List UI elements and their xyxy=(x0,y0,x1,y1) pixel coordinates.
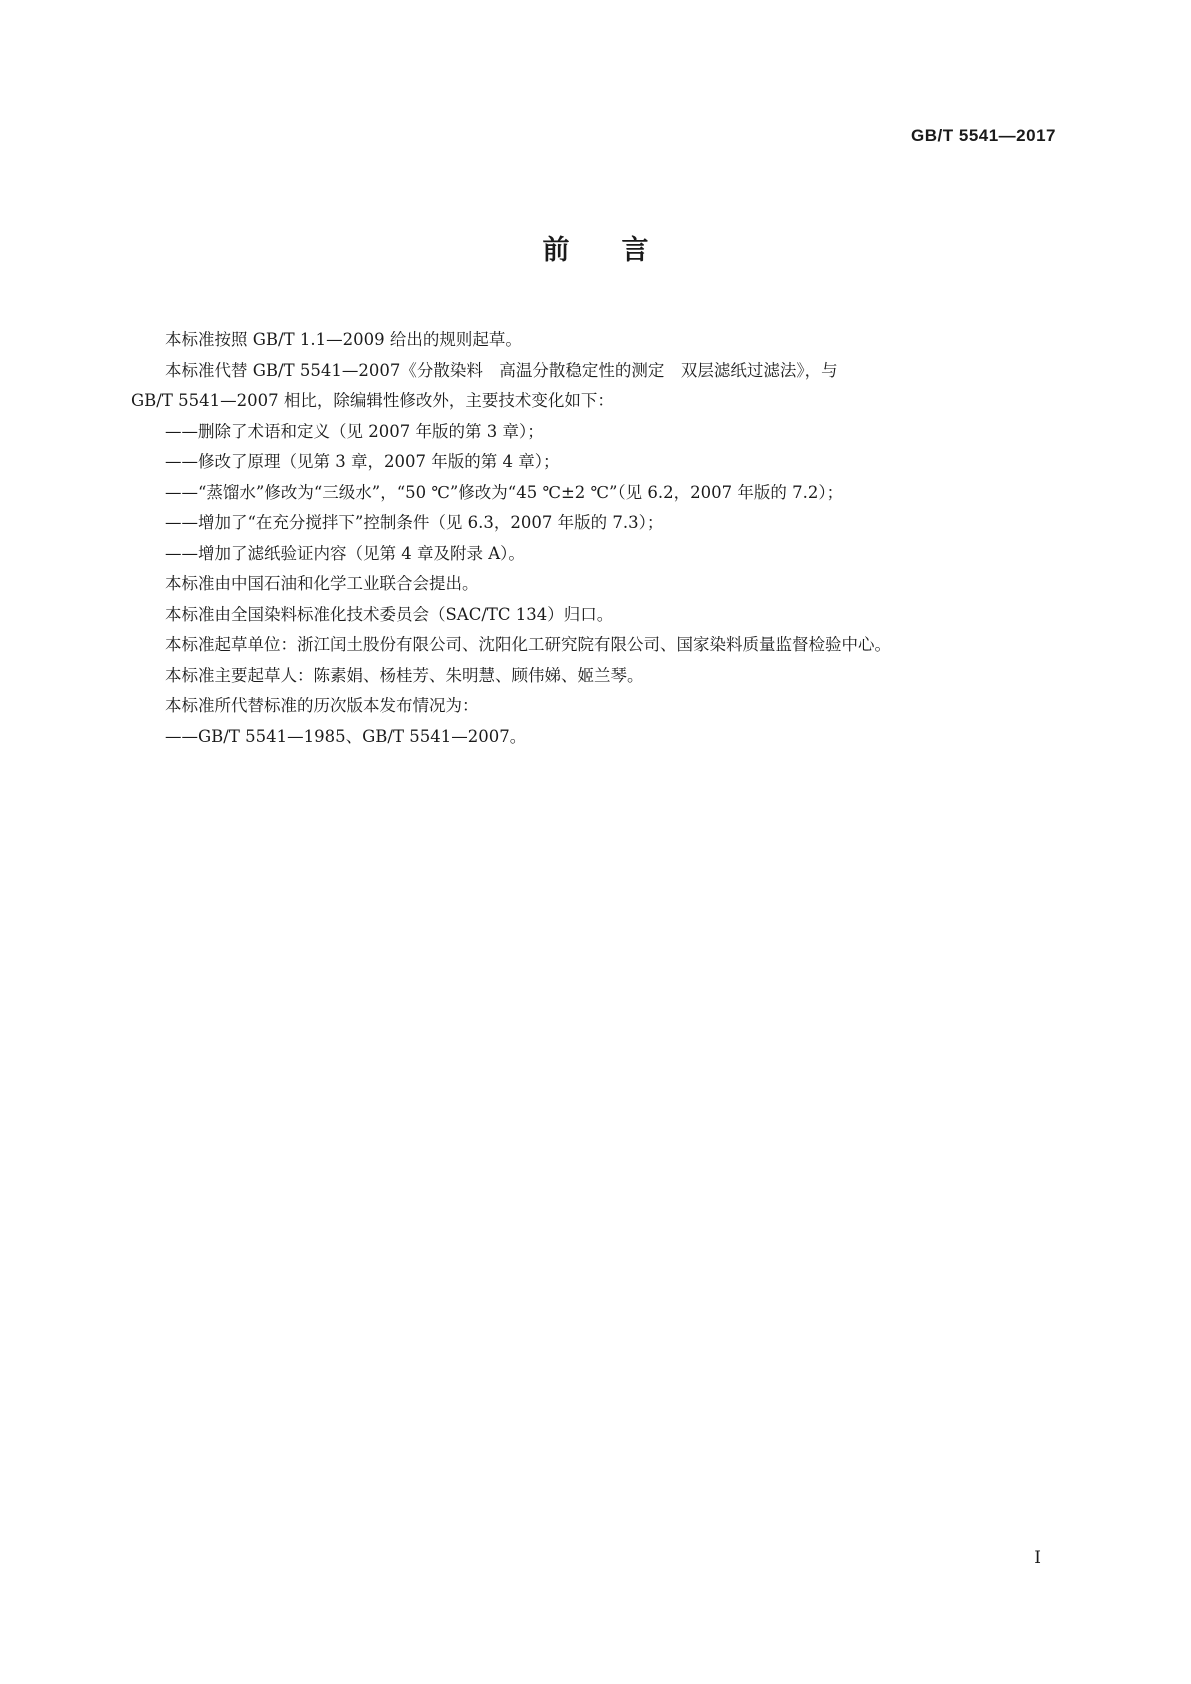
page-title: 前言 xyxy=(542,235,701,266)
paragraph-replaces-line1: 本标准代替 GB/T 5541—2007《分散染料 高温分散稳定性的测定 双层滤纸过滤法》，与 xyxy=(165,360,838,380)
paragraph-proposer: 本标准由中国石油和化学工业联合会提出。 xyxy=(165,574,479,593)
change-item: ——“蒸馏水”修改为“三级水”，“50 ℃”修改为“45 ℃±2 ℃”（见 6.2，2007 年版的 7.2）； xyxy=(165,482,844,502)
change-item: ——修改了原理（见第 3 章，2007 年版的第 4 章）； xyxy=(165,452,560,471)
paragraph-replaces-line2: GB/T 5541—2007 相比，除编辑性修改外，主要技术变化如下： xyxy=(131,391,614,410)
change-item: ——增加了滤纸验证内容（见第 4 章及附录 A）。 xyxy=(165,543,525,563)
paragraph-drafting-units: 本标准起草单位：浙江闰土股份有限公司、沈阳化工研究院有限公司、国家染料质量监督检验中心。 xyxy=(165,635,891,654)
foreword-body xyxy=(131,325,1066,752)
document-code: GB/T 5541—2017 xyxy=(911,126,1056,145)
page-number: I xyxy=(1034,1548,1041,1568)
change-item: ——增加了“在充分搅拌下”控制条件（见 6.3，2007 年版的 7.3）； xyxy=(165,513,664,532)
paragraph-history: 本标准所代替标准的历次版本发布情况为： xyxy=(165,696,479,715)
paragraph-committee: 本标准由全国染料标准化技术委员会（SAC/TC 134）归口。 xyxy=(165,604,614,624)
history-item: ——GB/T 5541—1985、GB/T 5541—2007。 xyxy=(165,726,527,746)
change-item: ——删除了术语和定义（见 2007 年版的第 3 章）； xyxy=(165,421,544,441)
paragraph-drafters: 本标准主要起草人：陈素娟、杨桂芳、朱明慧、顾伟娣、姬兰琴。 xyxy=(165,665,644,685)
paragraph-drafting-rules: 本标准按照 GB/T 1.1—2009 给出的规则起草。 xyxy=(165,330,522,349)
